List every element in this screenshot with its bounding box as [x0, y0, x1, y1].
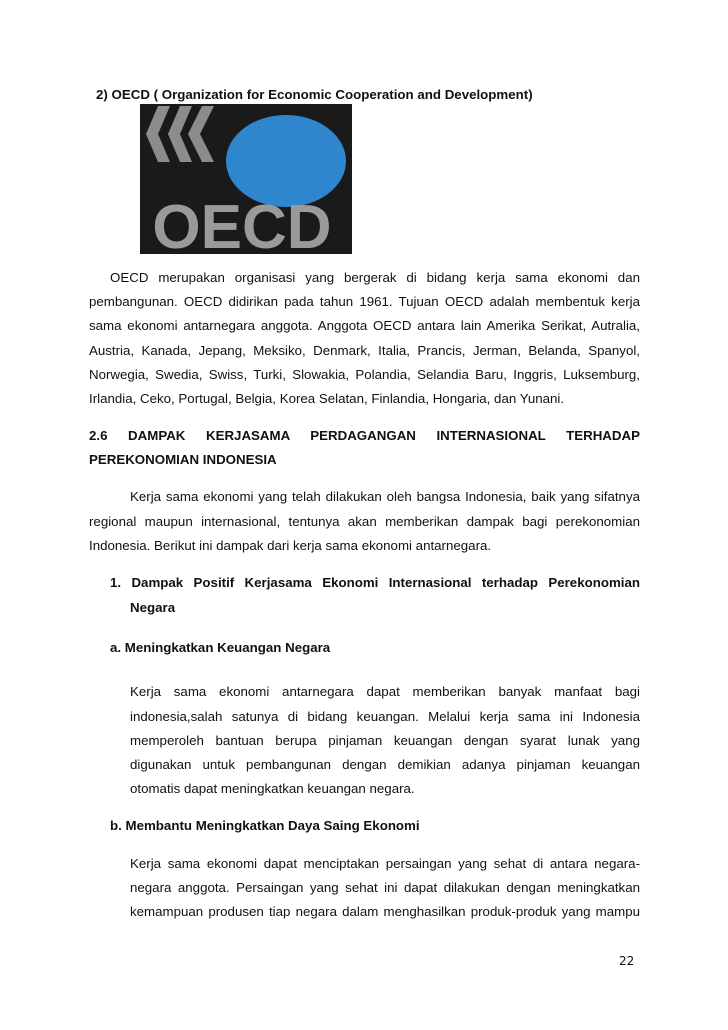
item-a-line-1: Kerja sama ekonomi antarnegara dapat memberikan banyak manfaat bagi [130, 684, 640, 699]
section-2-6-heading-cont: PEREKONOMIAN INDONESIA [89, 452, 277, 467]
oecd-logo [140, 104, 352, 254]
section-item-heading: 2) OECD ( Organization for Economic Cooperation and Development) [96, 87, 533, 102]
item-a-line-2: indonesia,salah satunya di bidang keuangan. Melalui kerja sama ini Indonesia [130, 709, 640, 724]
item-b-line-1: Kerja sama ekonomi dapat menciptakan persaingan yang sehat di antara negara- [130, 856, 640, 871]
para1-line-2: pembangunan. OECD didirikan pada tahun 1961. Tujuan OECD adalah membentuk kerja [89, 294, 640, 309]
item-b-line-3: kemampuan produsen tiap negara dalam menghasilkan produk-produk yang mampu [130, 904, 640, 919]
section-2-6-heading: 2.6 DAMPAK KERJASAMA PERDAGANGAN INTERNASIONAL TERHADAP [89, 428, 640, 443]
item-1-heading-cont: Negara [130, 600, 176, 615]
item-b-line-2: negara anggota. Persaingan yang sehat ini dapat dilakukan dengan meningkatkan [130, 880, 640, 895]
oecd-logo-graphic [140, 104, 352, 254]
para2-line-3: Indonesia. Berikut ini dampak dari kerja sama ekonomi antarnegara. [89, 538, 492, 553]
para2-line-2: regional maupun internasional, tentunya akan memberikan dampak bagi perekonomian [89, 514, 640, 529]
item-a-line-5: otomatis dapat meningkatkan keuangan negara. [130, 781, 415, 796]
item-1-heading: 1. Dampak Positif Kerjasama Ekonomi Internasional terhadap Perekonomian [110, 575, 640, 590]
para1-line-1: OECD merupakan organisasi yang bergerak di bidang kerja sama ekonomi dan [110, 270, 640, 285]
item-a-line-4: digunakan untuk pembangunan dengan demikian adanya pinjaman keuangan [130, 757, 640, 772]
para1-line-5: Norwegia, Swedia, Swiss, Turki, Slowakia, Polandia, Selandia Baru, Inggris, Luksemburg, [89, 367, 640, 382]
para1-line-6: Irlandia, Ceko, Portugal, Belgia, Korea Selatan, Finlandia, Hongaria, dan Yunani. [89, 391, 565, 406]
item-a-heading: a. Meningkatkan Keuangan Negara [110, 640, 331, 655]
item-b-heading: b. Membantu Meningkatkan Daya Saing Ekonomi [110, 818, 420, 833]
para1-line-3: sama ekonomi antarnegara anggota. Anggota OECD antara lain Amerika Serikat, Autralia, [89, 318, 640, 333]
para2-line-1: Kerja sama ekonomi yang telah dilakukan oleh bangsa Indonesia, baik yang sifatnya [130, 489, 640, 504]
para1-line-4: Austria, Kanada, Jepang, Meksiko, Denmark, Italia, Prancis, Jerman, Belanda, Spanyol, [89, 343, 640, 358]
oecd-wordmark: OECD [152, 193, 332, 254]
item-a-line-3: memperoleh bantuan berupa pinjaman keuangan dengan syarat lunak yang [130, 733, 640, 748]
page-number: 22 [619, 954, 635, 968]
